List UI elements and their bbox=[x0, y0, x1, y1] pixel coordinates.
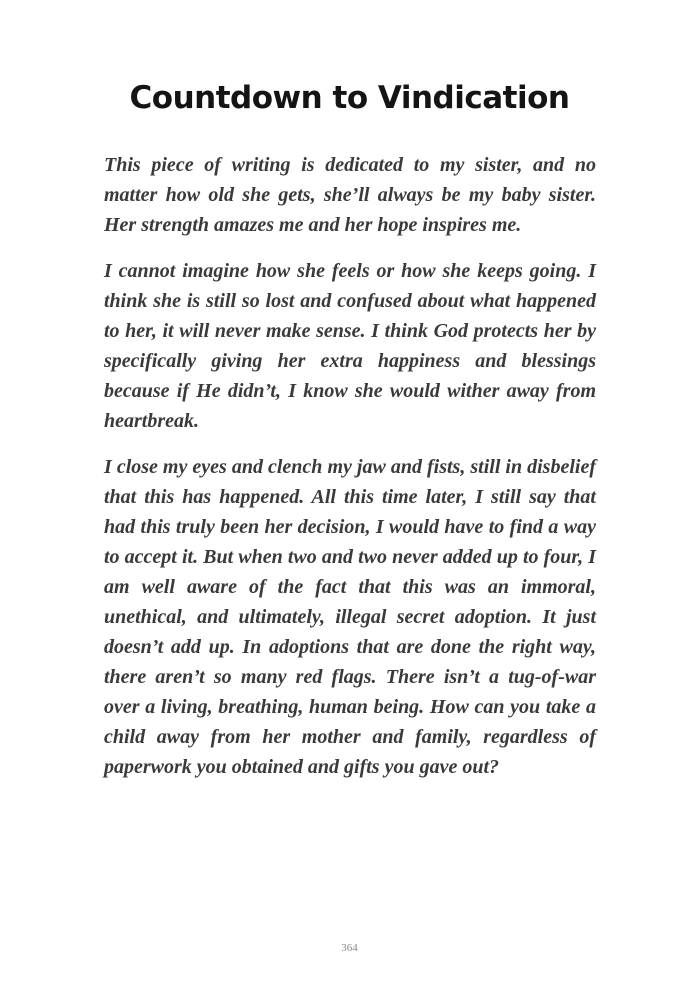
paragraph-1: This piece of writing is dedicated to my sister, and no matter how old she gets, she’ll always be my baby sister. Her strength amazes me and her hope inspires me. bbox=[104, 154, 596, 236]
paragraph-2: I cannot imagine how she feels or how she keeps going. I think she is still so lost and confused about what happened to her, it will never make sense. I think God protects her by specifically giving her extra happiness and blessings because if He didn’t, I know she would wither away from heartbreak. bbox=[104, 260, 596, 432]
chapter-title: Countdown to Vindication bbox=[129, 80, 570, 116]
page-number: 364 bbox=[341, 942, 358, 954]
paragraph-3: I close my eyes and clench my jaw and fists, still in disbelief that this has happened. All this time later, I still say that had this truly been her decision, I would have to find a way to accept it. But when two and two never added up to four, I am well aware of the fact that this was an immoral, unethical, and ultimately, illegal secret adoption. It just doesn’t add up. In adoptions that are done the right way, there aren’t so many red flags. There isn’t a tug-of-war over a living, breathing, human being. How can you take a child away from her mother and family, regardless of paperwork you obtained and gifts you gave out? bbox=[104, 456, 596, 778]
chapter-body bbox=[104, 150, 596, 798]
